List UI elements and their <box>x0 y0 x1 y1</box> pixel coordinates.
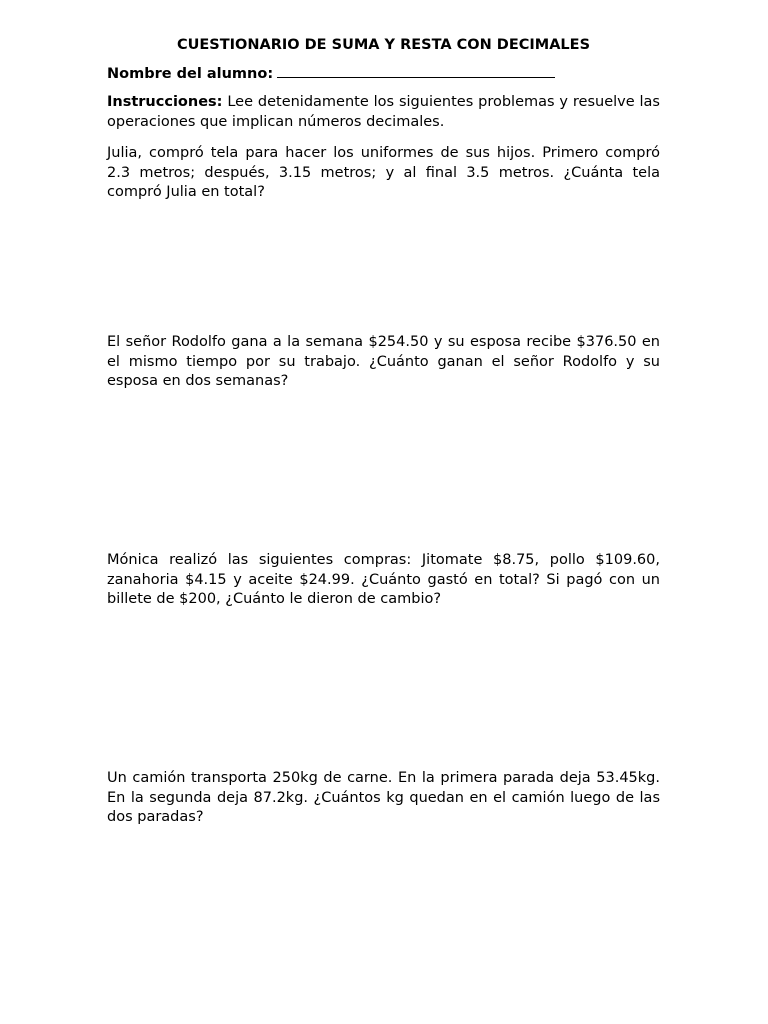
student-name-blank <box>277 65 555 78</box>
student-name-label: Nombre del alumno: <box>107 65 274 82</box>
instructions-label: Instrucciones: <box>107 94 223 110</box>
problem-4: Un camión transporta 250kg de carne. En la primera parada deja 53.45kg. En la segunda deja 87.2kg. ¿Cuántos kg quedan en el camión luego de las dos paradas? <box>107 770 660 825</box>
problem-2: El señor Rodolfo gana a la semana $254.50 y su esposa recibe $376.50 en el mismo tiempo por su trabajo. ¿Cuánto ganan el señor Rodolfo y su esposa en dos semanas? <box>107 334 660 389</box>
problem-3: Mónica realizó las siguientes compras: Jitomate $8.75, pollo $109.60, zanahoria $4.15 y aceite $24.99. ¿Cuánto gastó en total? Si pagó con un billete de $200, ¿Cuánto le dieron de cambio? <box>107 552 660 607</box>
worksheet-page <box>107 36 660 825</box>
student-name-line <box>107 65 660 85</box>
document-title: CUESTIONARIO DE SUMA Y RESTA CON DECIMALES <box>176 37 591 53</box>
instructions-text: Lee detenidamente los siguientes problemas y resuelve las operaciones que implican números decimales. <box>107 94 660 130</box>
instructions <box>107 93 660 132</box>
problem-1: Julia, compró tela para hacer los uniformes de sus hijos. Primero compró 2.3 metros; después, 3.15 metros; y al final 3.5 metros. ¿Cuánta tela compró Julia en total? <box>107 145 660 200</box>
